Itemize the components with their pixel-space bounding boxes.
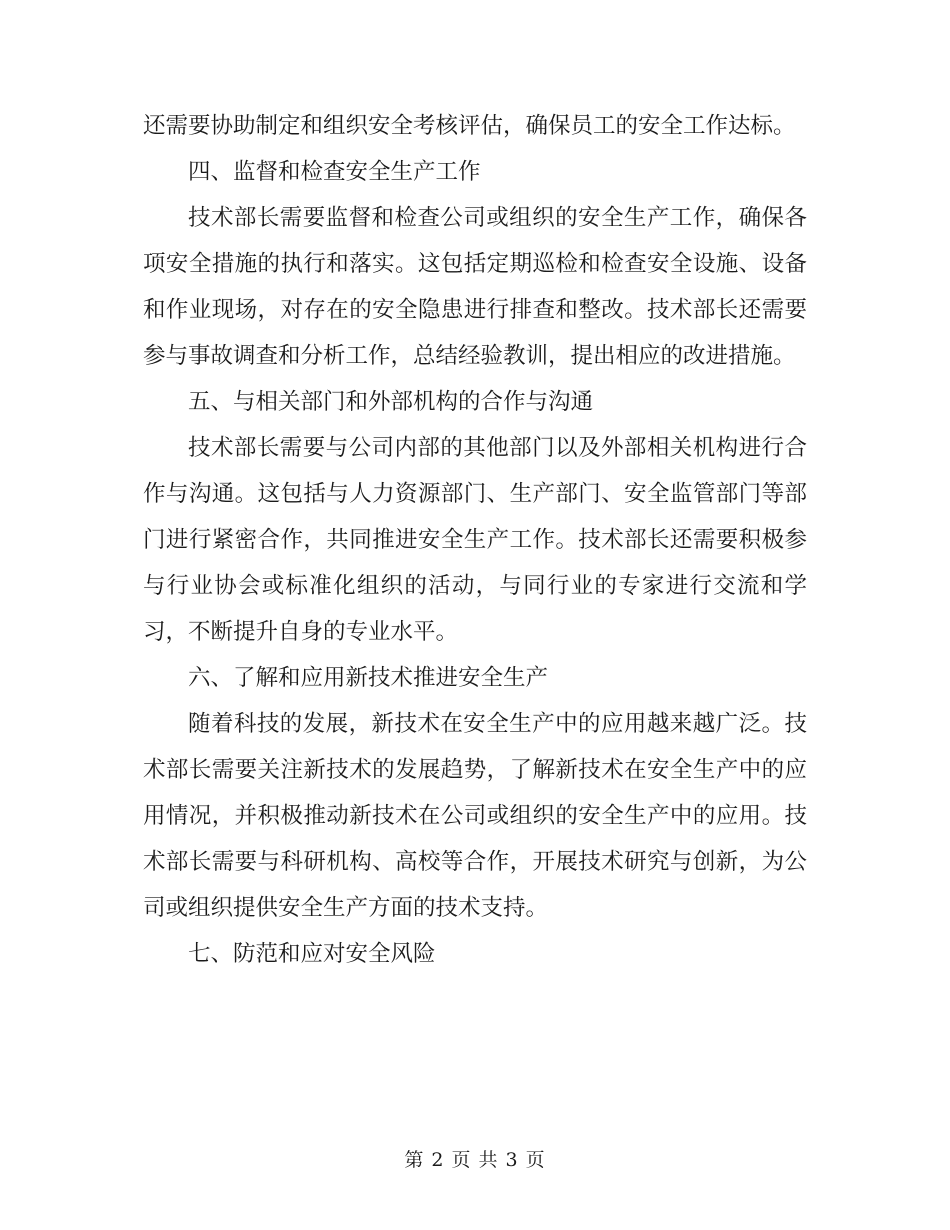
paragraph-section-6: 随着科技的发展，新技术在安全生产中的应用越来越广泛。技术部长需要关注新技术的发展趋势，了解新技术在安全生产中的应用情况，并积极推动新技术在公司或组织的安全生产中的应用。技术部长需要与科研机构、高校等合作，开展技术研究与创新，为公司或组织提供安全生产方面的技术支持。 [143, 711, 807, 921]
document-body [143, 103, 807, 977]
section-heading-5: 五、与相关部门和外部机构的合作与沟通 [188, 389, 594, 415]
section-heading-6: 六、了解和应用新技术推进安全生产 [188, 665, 549, 691]
paragraph-section-5: 技术部长需要与公司内部的其他部门以及外部相关机构进行合作与沟通。这包括与人力资源部门、生产部门、安全监管部门等部门进行紧密合作，共同推进安全生产工作。技术部长还需要积极参与行业协会或标准化组织的活动，与同行业的专家进行交流和学习，不断提升自身的专业水平。 [143, 435, 807, 645]
section-heading-7: 七、防范和应对安全风险 [188, 941, 436, 967]
section-heading-4: 四、监督和检查安全生产工作 [188, 159, 481, 185]
paragraph-continuation: 还需要协助制定和组织安全考核评估，确保员工的安全工作达标。 [143, 113, 796, 139]
page-number-footer: 第 2 页 共 3 页 [404, 1149, 546, 1171]
paragraph-section-4: 技术部长需要监督和检查公司或组织的安全生产工作，确保各项安全措施的执行和落实。这包括定期巡检和检查安全设施、设备和作业现场，对存在的安全隐患进行排查和整改。技术部长还需要参与事故调查和分析工作，总结经验教训，提出相应的改进措施。 [143, 205, 807, 369]
